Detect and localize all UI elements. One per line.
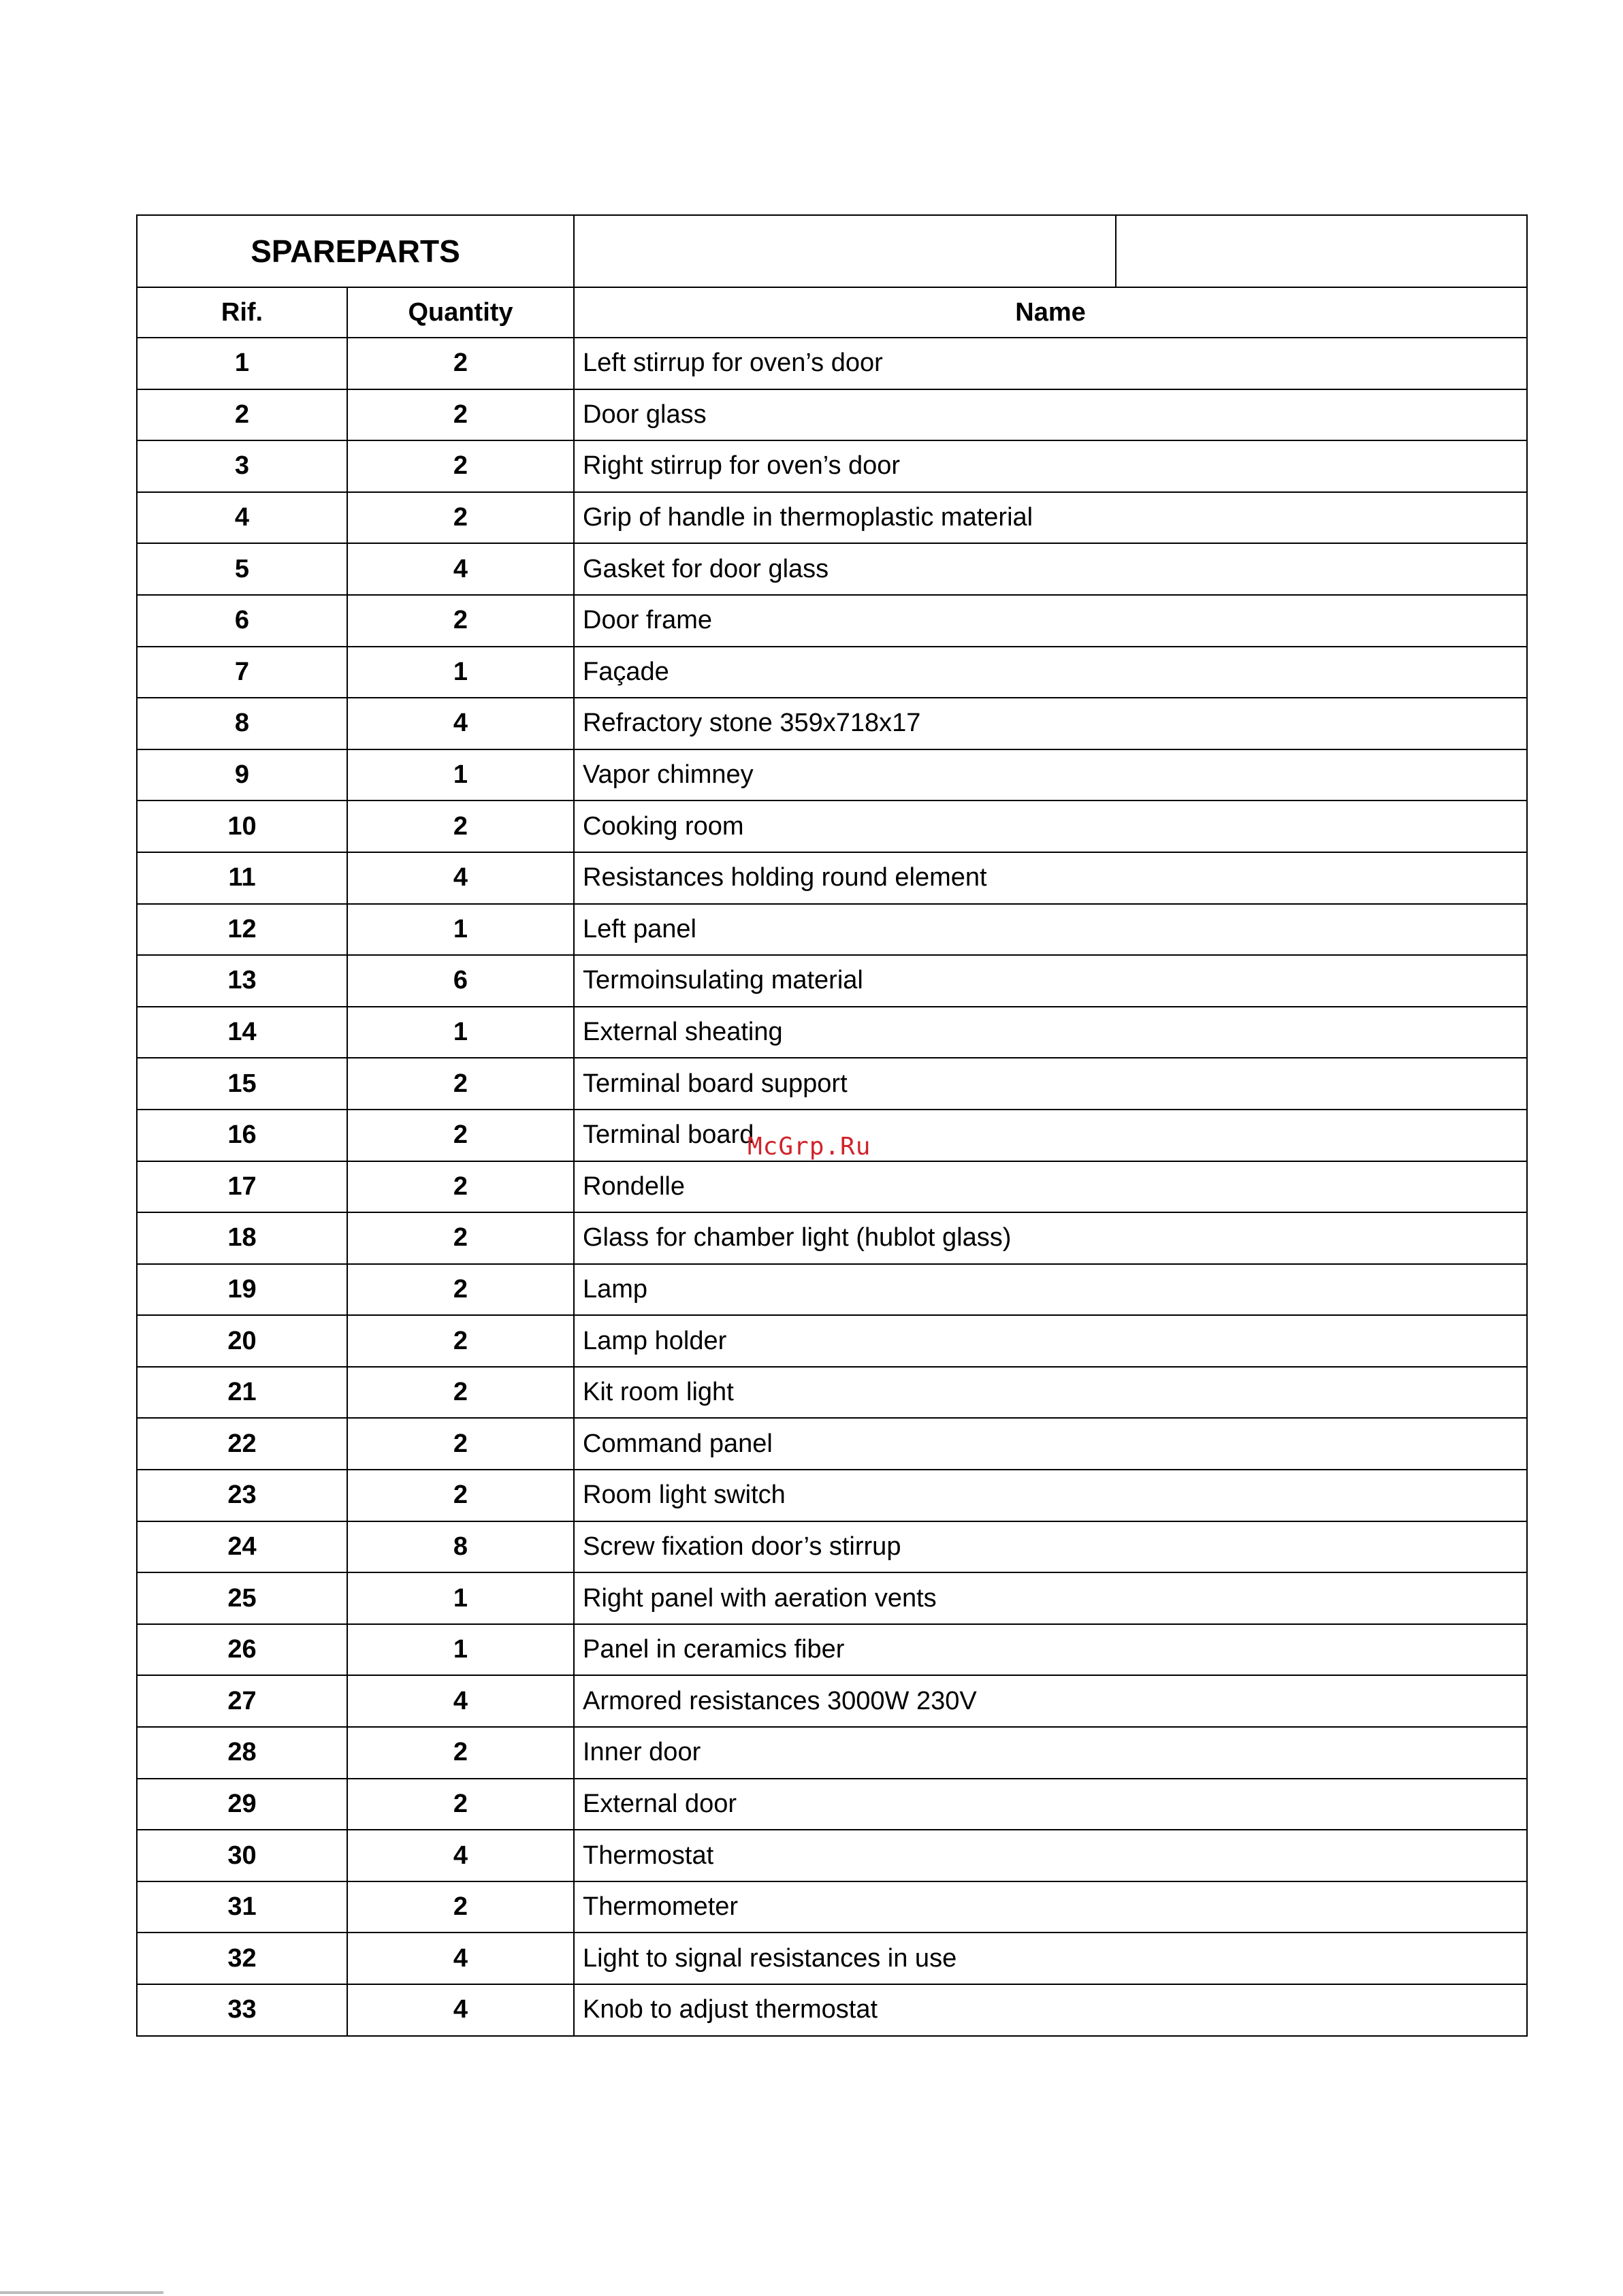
table-row [137,543,1527,595]
cell-quantity: 2 [347,440,574,492]
cell-name: Refractory stone 359x718x17 [574,698,1527,749]
cell-rif: 16 [137,1110,347,1161]
cell-name: Gasket for door glass [574,543,1527,595]
table-row [137,1212,1527,1264]
cell-rif: 29 [137,1779,347,1830]
cell-rif: 2 [137,389,347,441]
cell-quantity: 1 [347,904,574,956]
cell-rif: 7 [137,647,347,698]
cell-rif: 32 [137,1933,347,1984]
cell-rif: 22 [137,1418,347,1470]
cell-quantity: 2 [347,1418,574,1470]
cell-name: Cooking room [574,801,1527,852]
table-row [137,1933,1527,1984]
cell-rif: 14 [137,1007,347,1058]
table-row [137,1727,1527,1779]
table-row [137,492,1527,544]
table-row [137,1367,1527,1419]
header-row [137,287,1527,338]
cell-name: Grip of handle in thermoplastic material [574,492,1527,544]
cell-quantity: 2 [347,1315,574,1367]
cell-name: Terminal board support [574,1058,1527,1110]
table-row [137,955,1527,1007]
table-row [137,904,1527,956]
cell-rif: 25 [137,1572,347,1624]
cell-rif: 26 [137,1624,347,1676]
cell-rif: 20 [137,1315,347,1367]
table-row [137,1984,1527,2036]
cell-quantity: 4 [347,1675,574,1727]
cell-rif: 10 [137,801,347,852]
table-row [137,1830,1527,1881]
watermark: McGrp.Ru [748,1133,871,1161]
table-row [137,389,1527,441]
header-quantity: Quantity [347,287,574,338]
table-row [137,1058,1527,1110]
cell-rif: 19 [137,1264,347,1316]
cell-quantity: 2 [347,1367,574,1419]
cell-name: Room light switch [574,1470,1527,1521]
table-row [137,1315,1527,1367]
cell-rif: 6 [137,595,347,647]
cell-name: Knob to adjust thermostat [574,1984,1527,2036]
cell-rif: 1 [137,338,347,389]
cell-rif: 4 [137,492,347,544]
cell-name: Kit room light [574,1367,1527,1419]
header-name: Name [574,287,1527,338]
title-blank-cell-1 [574,215,1116,287]
cell-quantity: 6 [347,955,574,1007]
cell-name: Door glass [574,389,1527,441]
table-row [137,1572,1527,1624]
cell-name: Light to signal resistances in use [574,1933,1527,1984]
cell-quantity: 2 [347,1161,574,1213]
cell-rif: 5 [137,543,347,595]
table-row [137,1161,1527,1213]
cell-quantity: 1 [347,647,574,698]
table-row [137,1624,1527,1676]
cell-rif: 28 [137,1727,347,1779]
cell-rif: 17 [137,1161,347,1213]
page-edge-mark [0,2291,163,2294]
cell-quantity: 8 [347,1521,574,1573]
cell-name: Glass for chamber light (hublot glass) [574,1212,1527,1264]
cell-name: Terminal board [574,1110,1527,1161]
table-row [137,852,1527,904]
cell-quantity: 2 [347,389,574,441]
cell-name: Panel in ceramics fiber [574,1624,1527,1676]
cell-rif: 12 [137,904,347,956]
cell-name: Command panel [574,1418,1527,1470]
title-row [137,215,1527,287]
cell-quantity: 2 [347,1881,574,1933]
cell-name: Thermometer [574,1881,1527,1933]
cell-name: Resistances holding round element [574,852,1527,904]
cell-name: Inner door [574,1727,1527,1779]
table-row [137,1881,1527,1933]
cell-quantity: 2 [347,1212,574,1264]
cell-quantity: 4 [347,1830,574,1881]
cell-quantity: 1 [347,1572,574,1624]
cell-name: Door frame [574,595,1527,647]
cell-quantity: 2 [347,338,574,389]
cell-name: Left panel [574,904,1527,956]
cell-name: Thermostat [574,1830,1527,1881]
cell-quantity: 4 [347,698,574,749]
cell-rif: 31 [137,1881,347,1933]
cell-name: Left stirrup for oven’s door [574,338,1527,389]
cell-rif: 11 [137,852,347,904]
cell-name: Rondelle [574,1161,1527,1213]
cell-quantity: 1 [347,1624,574,1676]
table-body [137,215,1527,2036]
cell-rif: 13 [137,955,347,1007]
cell-rif: 21 [137,1367,347,1419]
table-row [137,338,1527,389]
cell-quantity: 1 [347,1007,574,1058]
table-row [137,1470,1527,1521]
cell-quantity: 2 [347,1264,574,1316]
cell-quantity: 4 [347,852,574,904]
cell-name: Screw fixation door’s stirrup [574,1521,1527,1573]
table-row [137,749,1527,801]
cell-quantity: 2 [347,1058,574,1110]
cell-quantity: 2 [347,1470,574,1521]
table-row [137,698,1527,749]
cell-name: Lamp holder [574,1315,1527,1367]
table-row [137,440,1527,492]
header-rif: Rif. [137,287,347,338]
cell-quantity: 2 [347,801,574,852]
cell-name: Termoinsulating material [574,955,1527,1007]
cell-rif: 27 [137,1675,347,1727]
cell-name: Right panel with aeration vents [574,1572,1527,1624]
cell-quantity: 2 [347,1779,574,1830]
cell-name: Façade [574,647,1527,698]
cell-quantity: 4 [347,543,574,595]
cell-quantity: 2 [347,1727,574,1779]
table-row [137,1779,1527,1830]
cell-quantity: 2 [347,492,574,544]
cell-rif: 33 [137,1984,347,2036]
cell-quantity: 4 [347,1933,574,1984]
table-row [137,1521,1527,1573]
table-row [137,1007,1527,1058]
table-row [137,1418,1527,1470]
cell-rif: 9 [137,749,347,801]
cell-quantity: 1 [347,749,574,801]
table-row [137,801,1527,852]
table-row [137,647,1527,698]
cell-name: Armored resistances 3000W 230V [574,1675,1527,1727]
cell-rif: 23 [137,1470,347,1521]
cell-name: Right stirrup for oven’s door [574,440,1527,492]
cell-name: Lamp [574,1264,1527,1316]
spareparts-table [136,214,1528,2037]
cell-name: External door [574,1779,1527,1830]
table-row [137,1264,1527,1316]
cell-rif: 18 [137,1212,347,1264]
cell-quantity: 2 [347,595,574,647]
cell-rif: 15 [137,1058,347,1110]
cell-rif: 8 [137,698,347,749]
cell-rif: 30 [137,1830,347,1881]
table-row [137,1675,1527,1727]
title-blank-cell-2 [1116,215,1527,287]
cell-name: External sheating [574,1007,1527,1058]
table-title: SPAREPARTS [137,215,574,287]
table-row [137,595,1527,647]
cell-rif: 24 [137,1521,347,1573]
cell-name: Vapor chimney [574,749,1527,801]
cell-quantity: 4 [347,1984,574,2036]
cell-quantity: 2 [347,1110,574,1161]
cell-rif: 3 [137,440,347,492]
